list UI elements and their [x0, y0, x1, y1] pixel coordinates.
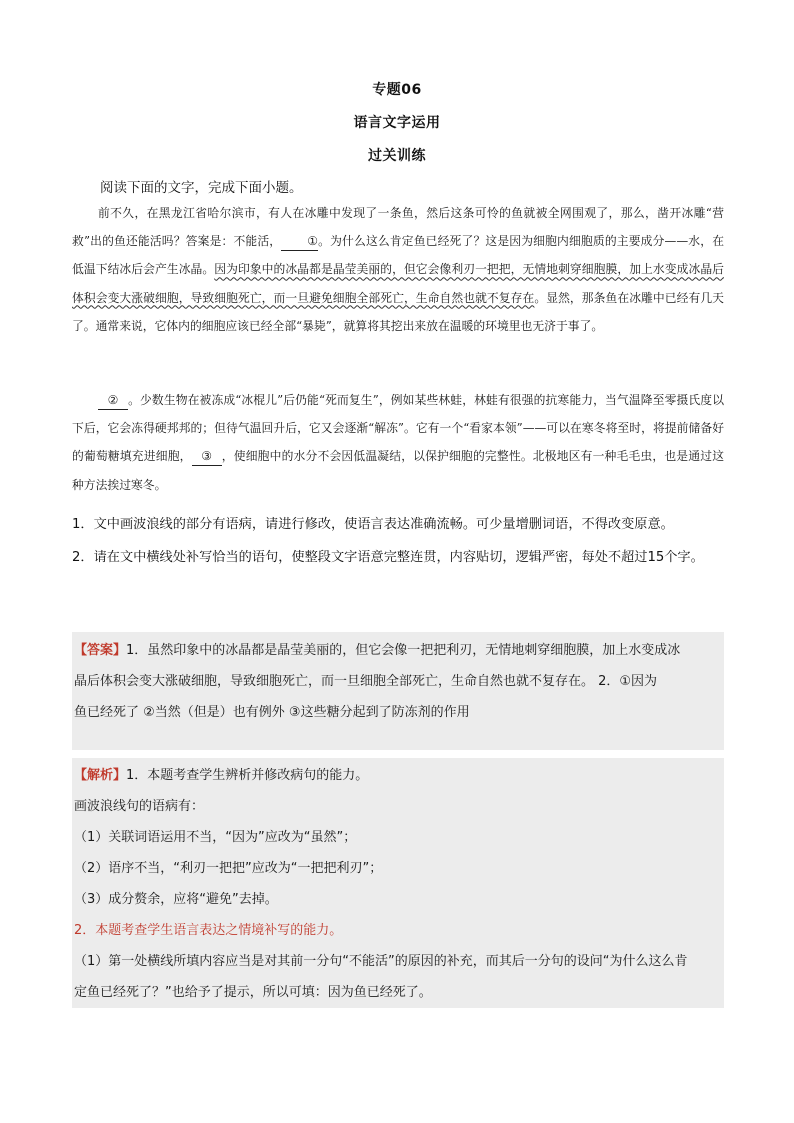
analysis-line-4: （2）语序不当，“利刃一把把”应改为“一把把利刃”； — [74, 861, 383, 876]
analysis-text: 1．本题考查学生辨析并修改病句的能力。 — [126, 768, 369, 783]
answer-line-2: 晶后体积会变大涨破细胞，导致细胞死亡，而一旦细胞全部死亡，生命自然也就不复存在。 2．①因为 — [74, 674, 658, 689]
analysis-line-7: （1）第一处横线所填内容应当是对其前一分句“不能活”的原因的补充，而其后一分句的设问“为什么这么肯 — [74, 954, 688, 969]
passage-paragraph-1 — [72, 199, 724, 340]
passage-text: ，使细胞中的水分不会因低温凝结，以保护细胞的完整性。北极地区有一种毛毛虫，也是通过这种方法挨过寒冬。 — [72, 449, 724, 492]
doc-title-section: 过关训练 — [368, 148, 426, 164]
blank-3: ③ — [192, 447, 222, 466]
blank-2: ② — [98, 391, 128, 410]
analysis-line-5: （3）成分赘余，应将“避免”去掉。 — [74, 892, 278, 907]
analysis-line-8: 定鱼已经死了？”也给予了提示，所以可填：因为鱼已经死了。 — [74, 985, 432, 1000]
wavy-underlined-sentence: 因为印象中的冰晶都是晶莹美丽的，但它会像利刃一把把，无情地刺穿细胞膜，加上水变成冰晶后体积会变大涨破细胞，导致细胞死亡，而一旦避免细胞全部死亡，生命自然也就不复存在 — [72, 262, 724, 305]
instruction-text: 阅读下面的文字，完成下面小题。 — [100, 180, 303, 196]
question-2: 2．请在文中横线处补写恰当的语句，使整段文字语意完整连贯，内容贴切，逻辑严密，每处不超过15个字。 — [72, 550, 704, 565]
question-1: 1．文中画波浪线的部分有语病，请进行修改，使语言表达准确流畅。可少量增删词语，不得改变原意。 — [72, 517, 674, 532]
answer-tag: 【答案】 — [74, 643, 127, 658]
doc-title-topic: 专题06 — [372, 82, 422, 98]
passage-paragraph-2 — [72, 386, 724, 499]
passage-text: 。为什么这么肯定鱼已经死了？这是因为细胞内细胞质的主要成分——水，在低温下结冰后会产生冰晶。 — [72, 234, 724, 277]
analysis-line-2: 画波浪线句的语病有： — [74, 799, 205, 814]
passage-text: 。显然，那条鱼在冰雕中已经有几天了。通常来说，它体内的细胞应该已经全部“暴毙”，就算将其挖出来放在温暖的环境里也无济于事了。 — [72, 290, 724, 333]
passage-text: 。少数生物在被冻成“冰棍儿”后仍能“死而复生”，例如某些林蛙，林蛙有很强的抗寒能力，当气温降至零摄氏度以下后，它会冻得硬邦邦的；但待气温回升后，它又会逐渐“解冻”。它有一个“看家本领”——可以在寒冬将至时，将提前储备好的葡萄糖填充进细胞， — [72, 393, 724, 464]
passage-text: 前不久，在黑龙江省哈尔滨市，有人在冰雕中发现了一条鱼，然后这条可怜的鱼就被全网围观了，那么，凿开冰雕“营救”出的鱼还能活吗？答案是：不能活， — [72, 206, 724, 249]
answer-line-1 — [74, 641, 724, 661]
analysis-line-6: 2．本题考查学生语言表达之情境补写的能力。 — [74, 923, 343, 938]
answer-text: 1．虽然印象中的冰晶都是晶莹美丽的，但它会像一把把利刃，无情地刺穿细胞膜，加上水变成冰 — [126, 643, 681, 658]
analysis-line-1 — [74, 766, 724, 786]
analysis-line-3: （1）关联词语运用不当，“因为”应改为“虽然”； — [74, 830, 357, 845]
blank-1: ① — [281, 232, 318, 251]
answer-line-3: 鱼已经死了 ②当然（但是）也有例外 ③这些糖分起到了防冻剂的作用 — [74, 705, 470, 720]
analysis-tag: 【解析】 — [74, 768, 127, 783]
doc-title-subject: 语言文字运用 — [353, 115, 441, 131]
